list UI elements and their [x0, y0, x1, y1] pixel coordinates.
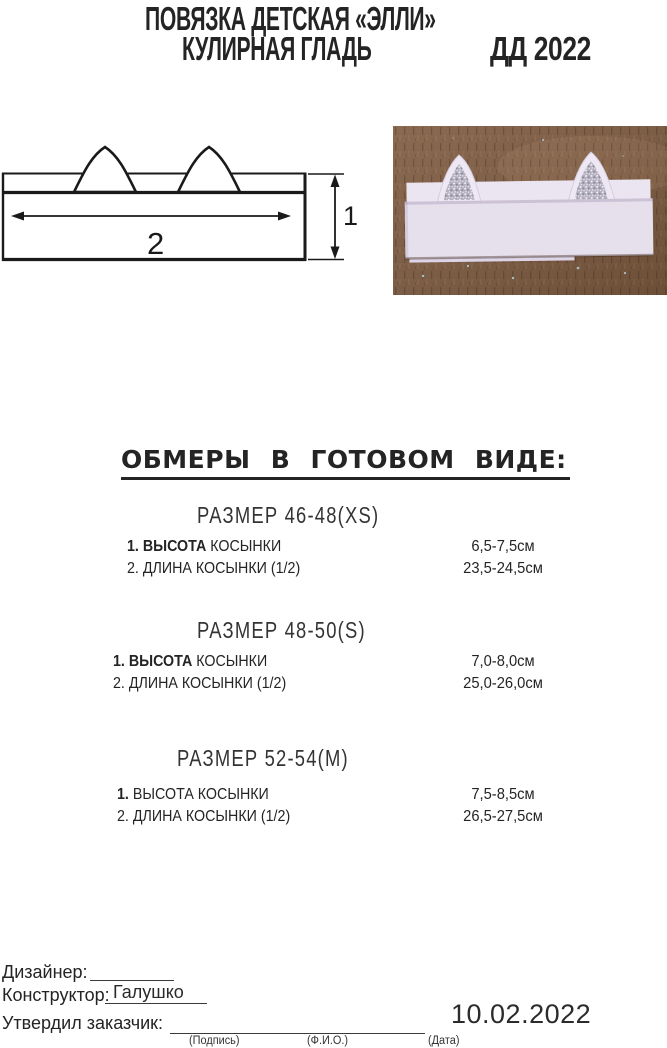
measurement-label: 1. ВЫСОТА КОСЫНКИ	[127, 538, 282, 555]
technical-drawing	[0, 140, 365, 272]
measurement-row	[0, 653, 667, 671]
height-dimension-arrow	[308, 174, 344, 260]
measurement-row	[0, 675, 667, 693]
approved-signature-line	[170, 1033, 425, 1034]
measurement-value: 25,0-26,0см	[463, 675, 543, 692]
measurement-label: 2. ДЛИНА КОСЫНКИ (1/2)	[127, 560, 301, 577]
full-name-caption: (Ф.И.О.)	[307, 1035, 349, 1047]
measurement-value: 7,0-8,0см	[471, 653, 535, 670]
constructor-signature-line	[105, 1003, 207, 1004]
width-dimension-arrow	[11, 212, 291, 221]
cat-ear-left-shape	[74, 147, 136, 192]
measurements-heading: ОБМЕРЫ В ГОТОВОМ ВИДЕ:	[121, 446, 570, 480]
model-code: ДД 2022	[490, 30, 591, 67]
signature-caption: (Подпись)	[189, 1035, 240, 1047]
designer-signature-line	[90, 980, 174, 981]
measurement-value: 26,5-27,5см	[463, 808, 543, 825]
product-photo	[393, 126, 667, 295]
page-title: ПОВЯЗКА ДЕТСКАЯ «ЭЛЛИ»	[145, 0, 436, 37]
approved-by-label: Утвердил заказчик:	[2, 1013, 164, 1033]
measurement-label: 2. ДЛИНА КОСЫНКИ (1/2)	[113, 675, 287, 692]
measurement-value: 7,5-8,5см	[471, 786, 535, 803]
cat-ear-right-shape	[178, 147, 240, 192]
measurement-label: 2. ДЛИНА КОСЫНКИ (1/2)	[117, 808, 291, 825]
width-dimension-label: 2	[147, 226, 165, 261]
measurement-label: 1. ВЫСОТА КОСЫНКИ	[117, 786, 269, 803]
designer-label: Дизайнер:	[2, 962, 88, 982]
approval-date: 10.02.2022	[451, 999, 592, 1029]
date-caption: (Дата)	[428, 1035, 460, 1047]
height-dimension-label: 1	[343, 201, 359, 231]
size-header-m: РАЗМЕР 52-54(М)	[177, 745, 349, 771]
measurement-row	[0, 538, 667, 556]
measurement-row	[0, 786, 667, 804]
page-subtitle-fabric: КУЛИРНАЯ ГЛАДЬ	[182, 30, 372, 67]
measurement-row	[0, 560, 667, 578]
size-header-xs: РАЗМЕР 46-48(XS)	[197, 502, 380, 528]
measurement-value: 23,5-24,5см	[463, 560, 543, 577]
size-header-s: РАЗМЕР 48-50(S)	[197, 617, 366, 643]
constructor-label: Конструктор:	[2, 985, 110, 1005]
measurement-value: 6,5-7,5см	[471, 538, 535, 555]
constructor-name: Галушко	[113, 982, 184, 1002]
measurement-row	[0, 808, 667, 826]
measurement-label: 1. ВЫСОТА КОСЫНКИ	[113, 653, 268, 670]
